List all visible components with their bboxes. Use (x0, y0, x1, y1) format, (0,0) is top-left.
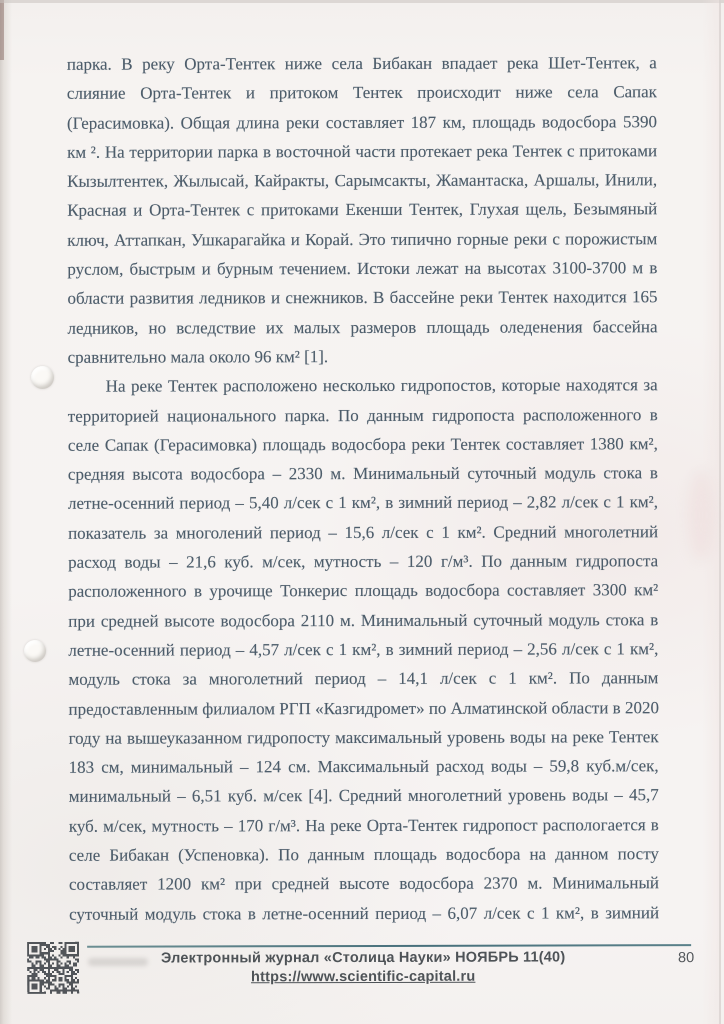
text-line: минимальный – 6,51 куб. м/сек [4]. Средний многолетний уровень воды – 45,7 (68, 785, 659, 807)
text-line: км ². На территории парка в восточной части протекает река Тентек с притоками (67, 141, 658, 162)
text-line: предоставленным филиалом РГП «Казгидромет» по Алматинской области в 2020 (68, 697, 659, 719)
text-line: Красная и Орта-Тентек с притоками Екенши Тентек, Глухая щель, Безымяный (67, 199, 658, 221)
text-line: ледников, но вследствие их малых размеров площадь оледенения бассейна (67, 316, 658, 338)
text-line: ключ, Аттапкан, Ушкарагайка и Корай. Это типично горные реки с порожистым (67, 229, 658, 250)
footer-journal-title: Электронный журнал «Столица Науки» НОЯБРЬ 11(40) (160, 949, 566, 967)
text-line: 183 см, минимальный – 124 см. Максимальный расход воды – 59,8 куб.м/сек, (68, 756, 659, 777)
text-line: (Герасимовка). Общая длина реки составляет 187 км, площадь водосбора 5390 (66, 111, 658, 133)
text-line: составляет 1200 км² при средней высоте водосбора 2370 м. Минимальный (68, 873, 659, 895)
text-line: показатель за многолений период – 15,6 л/сек с 1 км². Средний многолетний (68, 521, 659, 543)
text-line: суточный модуль стока в летне-осенний период – 6,07 л/сек с 1 км², в зимний (69, 902, 660, 924)
paragraph-hydroposts (68, 370, 659, 928)
journal-url-link[interactable]: https://www.scientific-capital.ru (250, 968, 476, 986)
footer-url-wrap (1, 968, 724, 986)
text-line: модуль стока за многолетний период – 14,1 л/сек с 1 км². По данным (68, 668, 659, 690)
text-line: руслом, быстрым и бурным течением. Истоки лежат на высотах 3100-3700 м в (67, 258, 658, 279)
text-line: куб. м/сек, мутность – 170 г/м³. На реке Орта-Тентек гидропост распологается в (68, 814, 659, 836)
text-line: селе Бибакан (Успеновка). По данным площадь водосбора на данном посту (68, 844, 659, 865)
qr-code (27, 942, 79, 994)
paragraph-continuation (67, 48, 658, 372)
text-line: слияние Орта-Тентек и притоком Тентек происходит ниже села Сапак (66, 82, 657, 104)
page-number: 80 (678, 950, 695, 967)
text-line: селе Сапак (Герасимовка) площадь водосбора реки Тентек составляет 1380 км², (67, 434, 658, 455)
qr-code-svg (27, 942, 79, 994)
text-line: На реке Тентек расположено несколько гидропостов, которые находятся за (105, 375, 658, 396)
text-line: сравнительно мала около 96 км² [1]. (67, 347, 329, 367)
text-line: территорией национального парка. По данным гидропоста расположенного в (67, 404, 658, 426)
text-line: парка. В реку Орта-Тентек ниже села Бибакан впадает река Шет-Тентек, а (66, 53, 657, 74)
text-line: летне-осенний период – 4,57 л/сек с 1 км², в зимний период – 2,56 л/сек с 1 км², (68, 639, 659, 660)
text-line: Кызылтентек, Жылысай, Кайракты, Сарымсакты, Жамантаска, Аршалы, Инили, (67, 170, 658, 191)
text-line: средняя высота водосбора – 2330 м. Минимальный суточный модуль стока в (67, 463, 658, 484)
text-line: при средней высоте водосбора 2110 м. Минимальный суточный модуль стока в (68, 609, 659, 631)
text-line: области развития ледников и снежников. В бассейне реки Тентек находится 165 (67, 287, 658, 309)
text-line: расположенного в урочище Тонкерис площадь водосбора составляет 3300 км² (68, 580, 659, 602)
article-body (67, 48, 659, 928)
text-line: летне-осенний период – 5,40 л/сек с 1 км², в зимний период – 2,82 л/сек с 1 км², (67, 492, 659, 514)
footer-divider (87, 944, 691, 948)
text-line: году на вышеуказанном гидропосту максимальный уровень воды на реке Тентек (68, 727, 659, 748)
text-line: расход воды – 21,6 куб. м/сек, мутность – 120 г/м³. По данным гидропоста (68, 551, 659, 572)
